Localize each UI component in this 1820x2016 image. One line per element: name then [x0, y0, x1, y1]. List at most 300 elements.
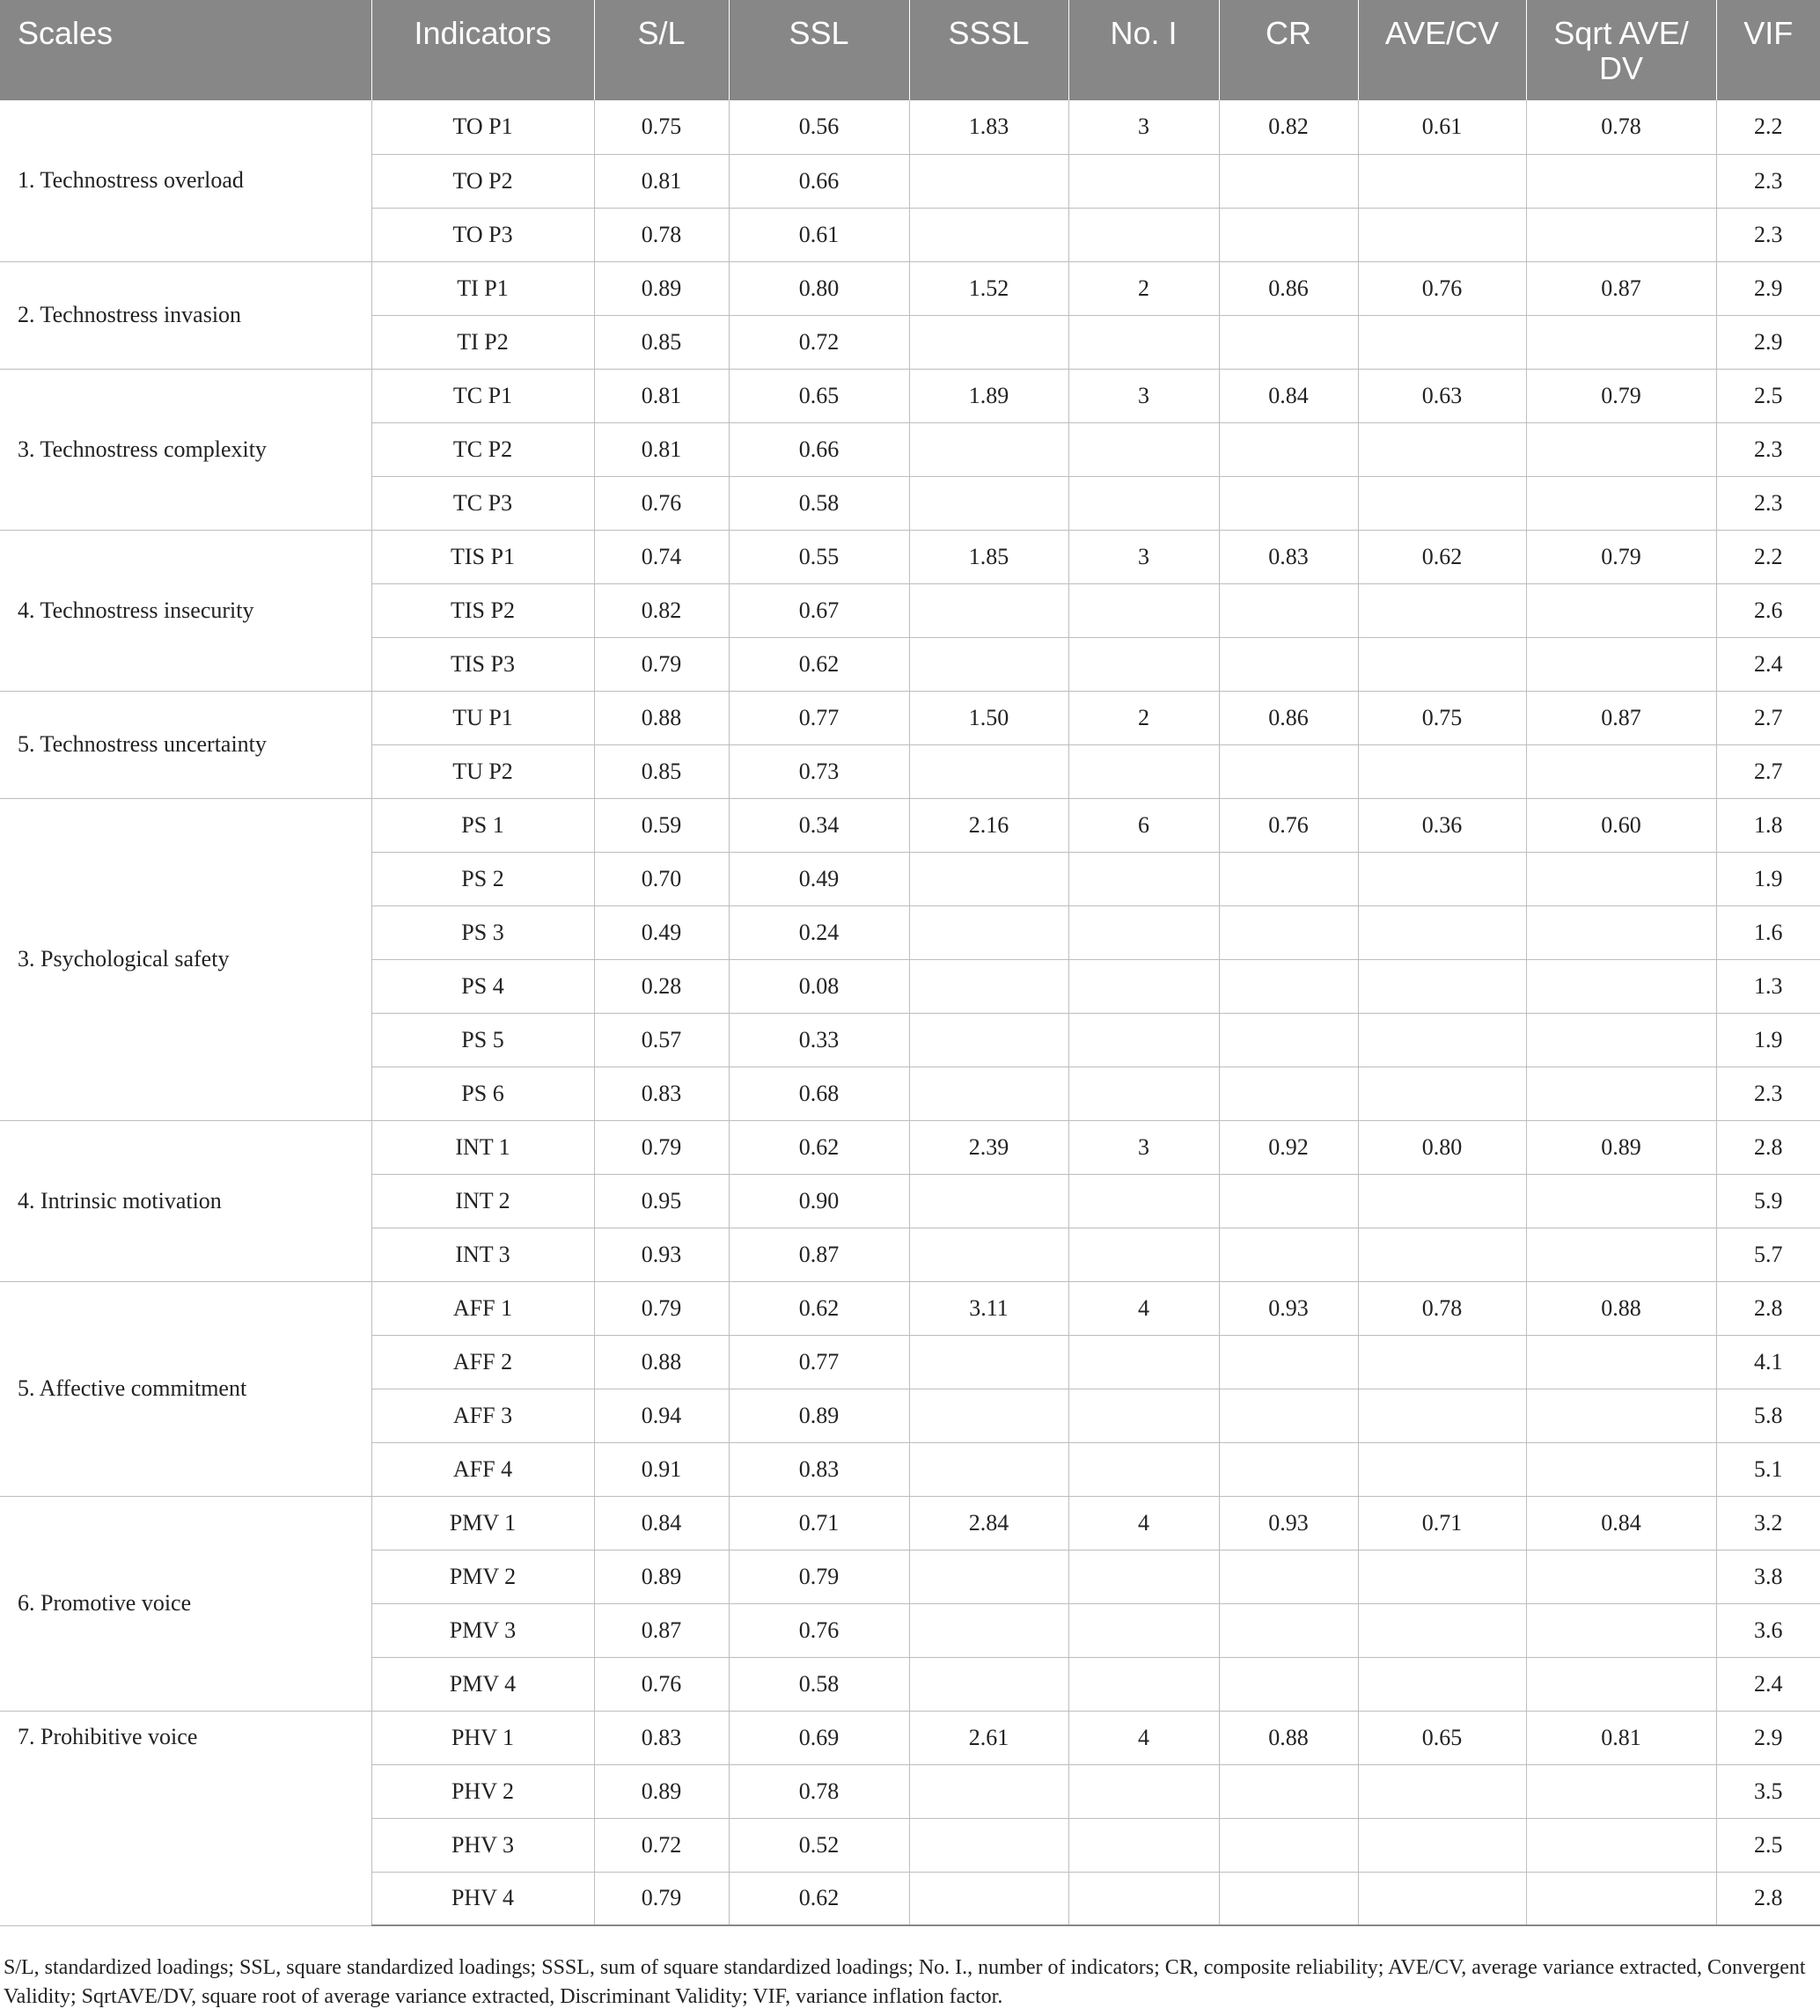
sl-cell: 0.83 — [594, 1067, 729, 1120]
sssl-cell — [909, 1764, 1068, 1818]
no-i-cell: 2 — [1068, 691, 1219, 744]
ssl-cell: 0.69 — [729, 1711, 909, 1764]
scale-cell: 3. Technostress complexity — [0, 369, 371, 530]
sssl-cell: 1.85 — [909, 530, 1068, 583]
no-i-cell — [1068, 1818, 1219, 1872]
sl-cell: 0.74 — [594, 530, 729, 583]
vif-cell: 2.5 — [1716, 1818, 1820, 1872]
vif-cell: 2.3 — [1716, 1067, 1820, 1120]
ave-cv-cell — [1358, 422, 1526, 476]
sqrt-ave-dv-cell — [1526, 208, 1716, 261]
sssl-cell — [909, 583, 1068, 637]
sssl-cell — [909, 959, 1068, 1013]
vif-cell: 2.3 — [1716, 154, 1820, 208]
ave-cv-cell: 0.76 — [1358, 261, 1526, 315]
sl-cell: 0.59 — [594, 798, 729, 852]
sl-cell: 0.87 — [594, 1603, 729, 1657]
sl-cell: 0.89 — [594, 261, 729, 315]
sssl-cell — [909, 1335, 1068, 1389]
sqrt-ave-dv-cell: 0.87 — [1526, 691, 1716, 744]
sssl-cell — [909, 1818, 1068, 1872]
sl-cell: 0.57 — [594, 1013, 729, 1067]
indicator-cell: PMV 1 — [371, 1496, 594, 1550]
no-i-cell — [1068, 905, 1219, 959]
no-i-cell: 2 — [1068, 261, 1219, 315]
sqrt-ave-dv-cell — [1526, 1335, 1716, 1389]
ssl-cell: 0.80 — [729, 261, 909, 315]
table-footnote: S/L, standardized loadings; SSL, square standardized loadings; SSSL, sum of square standardized loadings; No. I., number of indicators; CR, composite reliability; AVE/CV, average variance extracted, Convergent Validity; SqrtAVE/DV, square root of average variance extracted, Discriminant Validity; VIF, variance inflation factor. — [4, 1956, 1806, 2008]
scale-cell: 6. Promotive voice — [0, 1496, 371, 1711]
indicator-cell: TU P1 — [371, 691, 594, 744]
ssl-cell: 0.77 — [729, 1335, 909, 1389]
cr-cell — [1219, 154, 1358, 208]
cr-cell — [1219, 852, 1358, 905]
vif-cell: 3.5 — [1716, 1764, 1820, 1818]
vif-cell: 1.9 — [1716, 1013, 1820, 1067]
indicator-cell: PMV 3 — [371, 1603, 594, 1657]
ssl-cell: 0.79 — [729, 1550, 909, 1603]
sl-cell: 0.93 — [594, 1228, 729, 1281]
ave-cv-cell — [1358, 905, 1526, 959]
vif-cell: 2.4 — [1716, 1657, 1820, 1711]
ave-cv-cell — [1358, 1603, 1526, 1657]
indicator-cell: PHV 3 — [371, 1818, 594, 1872]
no-i-cell — [1068, 1872, 1219, 1925]
vif-cell: 2.8 — [1716, 1120, 1820, 1174]
ssl-cell: 0.61 — [729, 208, 909, 261]
no-i-cell: 3 — [1068, 369, 1219, 422]
sssl-cell — [909, 1442, 1068, 1496]
col-header-indicators: Indicators — [371, 0, 594, 100]
no-i-cell — [1068, 1335, 1219, 1389]
ssl-cell: 0.62 — [729, 1872, 909, 1925]
cr-cell: 0.93 — [1219, 1496, 1358, 1550]
sl-cell: 0.79 — [594, 637, 729, 691]
cr-cell: 0.86 — [1219, 691, 1358, 744]
ssl-cell: 0.76 — [729, 1603, 909, 1657]
ssl-cell: 0.08 — [729, 959, 909, 1013]
ave-cv-cell — [1358, 583, 1526, 637]
vif-cell: 5.7 — [1716, 1228, 1820, 1281]
ave-cv-cell — [1358, 1550, 1526, 1603]
sqrt-ave-dv-cell: 0.81 — [1526, 1711, 1716, 1764]
table-body — [0, 100, 1820, 1925]
cr-cell — [1219, 1067, 1358, 1120]
col-header-sssl: SSSL — [909, 0, 1068, 100]
no-i-cell — [1068, 1550, 1219, 1603]
ssl-cell: 0.49 — [729, 852, 909, 905]
sl-cell: 0.95 — [594, 1174, 729, 1228]
vif-cell: 2.8 — [1716, 1872, 1820, 1925]
sqrt-ave-dv-cell: 0.79 — [1526, 369, 1716, 422]
ave-cv-cell — [1358, 208, 1526, 261]
indicator-cell: AFF 2 — [371, 1335, 594, 1389]
vif-cell: 1.6 — [1716, 905, 1820, 959]
col-header-ave-cv: AVE/CV — [1358, 0, 1526, 100]
sqrt-ave-dv-cell — [1526, 154, 1716, 208]
indicator-cell: INT 1 — [371, 1120, 594, 1174]
sssl-cell — [909, 1228, 1068, 1281]
vif-cell: 2.9 — [1716, 261, 1820, 315]
ave-cv-cell — [1358, 315, 1526, 369]
sl-cell: 0.79 — [594, 1120, 729, 1174]
no-i-cell — [1068, 852, 1219, 905]
no-i-cell — [1068, 1013, 1219, 1067]
vif-cell: 5.1 — [1716, 1442, 1820, 1496]
indicator-cell: TIS P3 — [371, 637, 594, 691]
ssl-cell: 0.72 — [729, 315, 909, 369]
ssl-cell: 0.58 — [729, 476, 909, 530]
header-row — [0, 0, 1820, 100]
sl-cell: 0.76 — [594, 476, 729, 530]
ave-cv-cell: 0.78 — [1358, 1281, 1526, 1335]
sssl-cell: 1.89 — [909, 369, 1068, 422]
vif-cell: 5.9 — [1716, 1174, 1820, 1228]
sssl-cell: 2.84 — [909, 1496, 1068, 1550]
ave-cv-cell: 0.65 — [1358, 1711, 1526, 1764]
indicator-cell: PHV 1 — [371, 1711, 594, 1764]
col-header-sl: S/L — [594, 0, 729, 100]
sssl-cell: 1.52 — [909, 261, 1068, 315]
ave-cv-cell — [1358, 1442, 1526, 1496]
sl-cell: 0.83 — [594, 1711, 729, 1764]
vif-cell: 5.8 — [1716, 1389, 1820, 1442]
indicator-cell: PS 5 — [371, 1013, 594, 1067]
cr-cell — [1219, 1872, 1358, 1925]
ave-cv-cell — [1358, 154, 1526, 208]
sssl-cell — [909, 208, 1068, 261]
sssl-cell — [909, 422, 1068, 476]
sl-cell: 0.84 — [594, 1496, 729, 1550]
cr-cell — [1219, 905, 1358, 959]
ssl-cell: 0.62 — [729, 1120, 909, 1174]
sqrt-ave-dv-cell — [1526, 905, 1716, 959]
vif-cell: 2.9 — [1716, 315, 1820, 369]
sqrt-ave-dv-cell — [1526, 637, 1716, 691]
ssl-cell: 0.66 — [729, 154, 909, 208]
no-i-cell — [1068, 1228, 1219, 1281]
vif-cell: 2.3 — [1716, 476, 1820, 530]
sl-cell: 0.89 — [594, 1764, 729, 1818]
cr-cell: 0.92 — [1219, 1120, 1358, 1174]
vif-cell: 2.7 — [1716, 691, 1820, 744]
indicator-cell: INT 2 — [371, 1174, 594, 1228]
ssl-cell: 0.58 — [729, 1657, 909, 1711]
sl-cell: 0.81 — [594, 422, 729, 476]
no-i-cell: 4 — [1068, 1711, 1219, 1764]
ave-cv-cell — [1358, 1818, 1526, 1872]
sssl-cell — [909, 315, 1068, 369]
vif-cell: 2.4 — [1716, 637, 1820, 691]
cr-cell — [1219, 1657, 1358, 1711]
vif-cell: 2.7 — [1716, 744, 1820, 798]
sl-cell: 0.88 — [594, 691, 729, 744]
table-row — [0, 1281, 1820, 1335]
sssl-cell: 1.83 — [909, 100, 1068, 154]
ssl-cell: 0.24 — [729, 905, 909, 959]
sqrt-ave-dv-cell — [1526, 422, 1716, 476]
col-header-scales: Scales — [0, 0, 371, 100]
sssl-cell — [909, 852, 1068, 905]
cr-cell — [1219, 959, 1358, 1013]
cr-cell — [1219, 1818, 1358, 1872]
no-i-cell — [1068, 1657, 1219, 1711]
sl-cell: 0.91 — [594, 1442, 729, 1496]
table-row — [0, 100, 1820, 154]
ssl-cell: 0.71 — [729, 1496, 909, 1550]
sl-cell: 0.89 — [594, 1550, 729, 1603]
sqrt-ave-dv-cell — [1526, 1228, 1716, 1281]
cr-cell — [1219, 422, 1358, 476]
no-i-cell — [1068, 1442, 1219, 1496]
sqrt-ave-dv-cell — [1526, 1389, 1716, 1442]
cr-cell — [1219, 1174, 1358, 1228]
sqrt-ave-dv-cell — [1526, 852, 1716, 905]
sqrt-ave-dv-cell: 0.60 — [1526, 798, 1716, 852]
cr-cell: 0.93 — [1219, 1281, 1358, 1335]
ave-cv-cell: 0.61 — [1358, 100, 1526, 154]
indicator-cell: INT 3 — [371, 1228, 594, 1281]
ssl-cell: 0.89 — [729, 1389, 909, 1442]
cr-cell: 0.82 — [1219, 100, 1358, 154]
cr-cell: 0.88 — [1219, 1711, 1358, 1764]
no-i-cell: 6 — [1068, 798, 1219, 852]
sssl-cell — [909, 905, 1068, 959]
ssl-cell: 0.56 — [729, 100, 909, 154]
cr-cell — [1219, 637, 1358, 691]
sqrt-ave-dv-cell — [1526, 1550, 1716, 1603]
ave-cv-cell: 0.62 — [1358, 530, 1526, 583]
ssl-cell: 0.73 — [729, 744, 909, 798]
vif-cell: 2.2 — [1716, 530, 1820, 583]
vif-cell: 2.3 — [1716, 208, 1820, 261]
cr-cell: 0.83 — [1219, 530, 1358, 583]
scale-cell: 4. Technostress insecurity — [0, 530, 371, 691]
indicator-cell: PS 2 — [371, 852, 594, 905]
table-row — [0, 369, 1820, 422]
cr-cell — [1219, 1228, 1358, 1281]
ave-cv-cell — [1358, 744, 1526, 798]
ave-cv-cell — [1358, 1872, 1526, 1925]
no-i-cell: 3 — [1068, 1120, 1219, 1174]
sqrt-ave-dv-cell — [1526, 1872, 1716, 1925]
indicator-cell: TO P2 — [371, 154, 594, 208]
scale-cell: 7. Prohibitive voice — [0, 1711, 371, 1925]
cr-cell — [1219, 208, 1358, 261]
ave-cv-cell — [1358, 1228, 1526, 1281]
ssl-cell: 0.66 — [729, 422, 909, 476]
scale-cell: 2. Technostress invasion — [0, 261, 371, 369]
cr-cell — [1219, 1764, 1358, 1818]
no-i-cell — [1068, 154, 1219, 208]
sssl-cell: 3.11 — [909, 1281, 1068, 1335]
ssl-cell: 0.55 — [729, 530, 909, 583]
table-row — [0, 530, 1820, 583]
vif-cell: 1.3 — [1716, 959, 1820, 1013]
sssl-cell — [909, 1550, 1068, 1603]
sqrt-ave-dv-cell: 0.79 — [1526, 530, 1716, 583]
table-row — [0, 1496, 1820, 1550]
vif-cell: 3.2 — [1716, 1496, 1820, 1550]
sssl-cell — [909, 637, 1068, 691]
scale-cell: 5. Affective commitment — [0, 1281, 371, 1496]
table-row — [0, 261, 1820, 315]
sqrt-ave-dv-cell — [1526, 1067, 1716, 1120]
sqrt-ave-dv-cell: 0.87 — [1526, 261, 1716, 315]
ave-cv-cell — [1358, 1067, 1526, 1120]
sqrt-ave-dv-cell — [1526, 315, 1716, 369]
sl-cell: 0.78 — [594, 208, 729, 261]
indicator-cell: TIS P2 — [371, 583, 594, 637]
cr-cell: 0.86 — [1219, 261, 1358, 315]
ave-cv-cell: 0.75 — [1358, 691, 1526, 744]
cr-cell — [1219, 583, 1358, 637]
sl-cell: 0.72 — [594, 1818, 729, 1872]
cr-cell — [1219, 744, 1358, 798]
sl-cell: 0.79 — [594, 1281, 729, 1335]
vif-cell: 4.1 — [1716, 1335, 1820, 1389]
no-i-cell — [1068, 315, 1219, 369]
sqrt-ave-dv-cell: 0.88 — [1526, 1281, 1716, 1335]
ave-cv-cell — [1358, 476, 1526, 530]
no-i-cell — [1068, 208, 1219, 261]
indicator-cell: PS 1 — [371, 798, 594, 852]
col-header-no-i: No. I — [1068, 0, 1219, 100]
indicator-cell: AFF 1 — [371, 1281, 594, 1335]
cr-cell — [1219, 1335, 1358, 1389]
cr-cell — [1219, 1389, 1358, 1442]
sl-cell: 0.28 — [594, 959, 729, 1013]
ssl-cell: 0.83 — [729, 1442, 909, 1496]
vif-cell: 3.8 — [1716, 1550, 1820, 1603]
sqrt-ave-dv-cell — [1526, 1818, 1716, 1872]
indicator-cell: AFF 4 — [371, 1442, 594, 1496]
indicator-cell: TI P1 — [371, 261, 594, 315]
no-i-cell — [1068, 1603, 1219, 1657]
sl-cell: 0.49 — [594, 905, 729, 959]
indicator-cell: TU P2 — [371, 744, 594, 798]
col-header-vif: VIF — [1716, 0, 1820, 100]
vif-cell: 2.6 — [1716, 583, 1820, 637]
sqrt-ave-dv-cell: 0.84 — [1526, 1496, 1716, 1550]
sl-cell: 0.82 — [594, 583, 729, 637]
cr-cell — [1219, 1603, 1358, 1657]
sqrt-ave-dv-cell — [1526, 1013, 1716, 1067]
sqrt-ave-dv-cell — [1526, 476, 1716, 530]
no-i-cell: 3 — [1068, 530, 1219, 583]
sssl-cell: 2.39 — [909, 1120, 1068, 1174]
vif-cell: 2.5 — [1716, 369, 1820, 422]
ssl-cell: 0.34 — [729, 798, 909, 852]
indicator-cell: PMV 2 — [371, 1550, 594, 1603]
cr-cell: 0.76 — [1219, 798, 1358, 852]
indicator-cell: TC P1 — [371, 369, 594, 422]
sssl-cell: 2.61 — [909, 1711, 1068, 1764]
sssl-cell — [909, 744, 1068, 798]
scale-cell: 3. Psychological safety — [0, 798, 371, 1120]
sssl-cell — [909, 1389, 1068, 1442]
sqrt-ave-dv-cell — [1526, 744, 1716, 798]
no-i-cell: 3 — [1068, 100, 1219, 154]
ssl-cell: 0.77 — [729, 691, 909, 744]
no-i-cell — [1068, 1067, 1219, 1120]
sl-cell: 0.88 — [594, 1335, 729, 1389]
indicator-cell: TC P2 — [371, 422, 594, 476]
scale-cell: 1. Technostress overload — [0, 100, 371, 261]
indicator-cell: AFF 3 — [371, 1389, 594, 1442]
sqrt-ave-dv-cell — [1526, 1174, 1716, 1228]
sssl-cell — [909, 1872, 1068, 1925]
no-i-cell — [1068, 583, 1219, 637]
cr-cell — [1219, 1442, 1358, 1496]
ssl-cell: 0.65 — [729, 369, 909, 422]
vif-cell: 2.3 — [1716, 422, 1820, 476]
sqrt-ave-dv-cell — [1526, 1603, 1716, 1657]
sssl-cell: 1.50 — [909, 691, 1068, 744]
sl-cell: 0.79 — [594, 1872, 729, 1925]
sl-cell: 0.81 — [594, 154, 729, 208]
sl-cell: 0.75 — [594, 100, 729, 154]
sl-cell: 0.70 — [594, 852, 729, 905]
indicator-cell: PS 3 — [371, 905, 594, 959]
indicator-cell: TO P1 — [371, 100, 594, 154]
no-i-cell — [1068, 637, 1219, 691]
cr-cell: 0.84 — [1219, 369, 1358, 422]
no-i-cell — [1068, 1389, 1219, 1442]
table-row — [0, 1120, 1820, 1174]
sqrt-ave-dv-cell: 0.78 — [1526, 100, 1716, 154]
scale-cell: 4. Intrinsic motivation — [0, 1120, 371, 1281]
ave-cv-cell — [1358, 1764, 1526, 1818]
table-row — [0, 1711, 1820, 1764]
no-i-cell — [1068, 744, 1219, 798]
sl-cell: 0.94 — [594, 1389, 729, 1442]
indicator-cell: PMV 4 — [371, 1657, 594, 1711]
ave-cv-cell — [1358, 852, 1526, 905]
ssl-cell: 0.62 — [729, 637, 909, 691]
no-i-cell: 4 — [1068, 1496, 1219, 1550]
ave-cv-cell — [1358, 1389, 1526, 1442]
scale-cell: 5. Technostress uncertainty — [0, 691, 371, 798]
sssl-cell — [909, 154, 1068, 208]
no-i-cell — [1068, 1764, 1219, 1818]
col-header-sqrt-ave-dv: Sqrt AVE/ DV — [1526, 0, 1716, 100]
vif-cell: 2.9 — [1716, 1711, 1820, 1764]
sqrt-ave-dv-cell — [1526, 583, 1716, 637]
vif-cell: 2.8 — [1716, 1281, 1820, 1335]
sl-cell: 0.85 — [594, 744, 729, 798]
cr-cell — [1219, 1013, 1358, 1067]
col-header-ssl: SSL — [729, 0, 909, 100]
ave-cv-cell: 0.63 — [1358, 369, 1526, 422]
ssl-cell: 0.68 — [729, 1067, 909, 1120]
table-row — [0, 691, 1820, 744]
vif-cell: 3.6 — [1716, 1603, 1820, 1657]
no-i-cell — [1068, 959, 1219, 1013]
cr-cell — [1219, 315, 1358, 369]
cr-cell — [1219, 476, 1358, 530]
ssl-cell: 0.87 — [729, 1228, 909, 1281]
sssl-cell — [909, 476, 1068, 530]
cr-cell — [1219, 1550, 1358, 1603]
sssl-cell — [909, 1067, 1068, 1120]
indicator-cell: PHV 4 — [371, 1872, 594, 1925]
no-i-cell — [1068, 1174, 1219, 1228]
sqrt-ave-dv-cell — [1526, 1657, 1716, 1711]
no-i-cell: 4 — [1068, 1281, 1219, 1335]
indicator-cell: TO P3 — [371, 208, 594, 261]
sl-cell: 0.76 — [594, 1657, 729, 1711]
